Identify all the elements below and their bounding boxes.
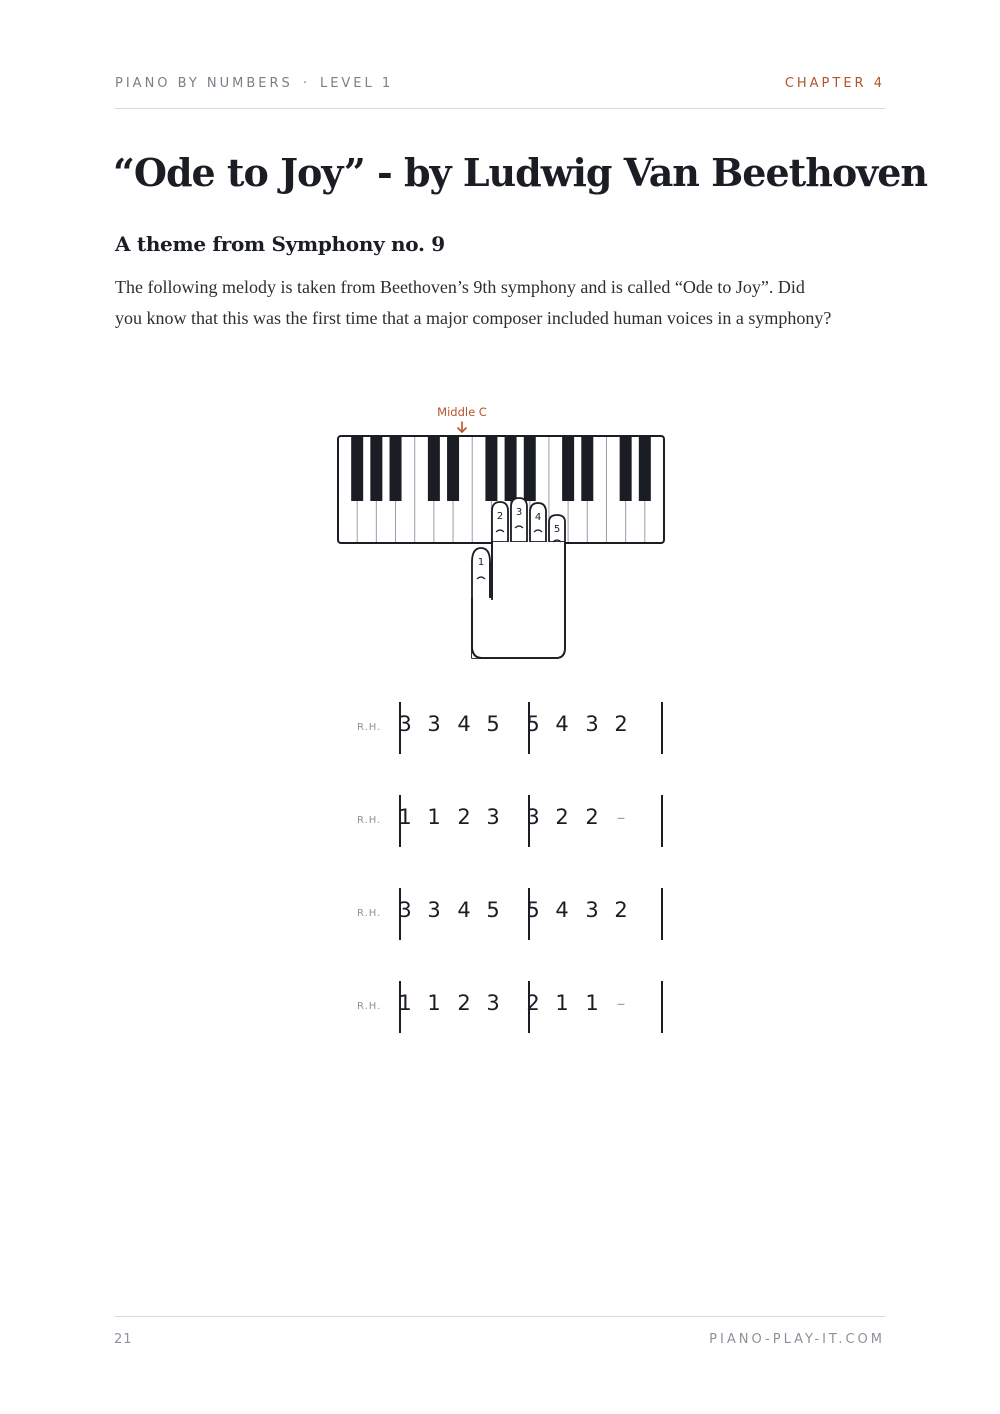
melody-notation — [340, 700, 680, 1045]
black-key — [428, 437, 440, 501]
finger-note: 4 — [555, 898, 569, 922]
finger-note: 3 — [427, 898, 441, 922]
header-separator: · — [302, 76, 310, 91]
black-key — [485, 437, 497, 501]
footer-divider — [115, 1316, 885, 1317]
finger-number-5: 5 — [553, 524, 561, 535]
finger-note: 1 — [585, 991, 599, 1015]
black-key — [505, 437, 517, 501]
hand-label: R.H. — [357, 1001, 382, 1012]
header-chapter: CHAPTER 4 — [784, 76, 885, 91]
finger-note: 2 — [585, 805, 599, 829]
finger-note: 2 — [457, 805, 471, 829]
melody-row — [340, 793, 680, 849]
rest-dash: – — [616, 808, 626, 828]
finger-note: 4 — [457, 712, 471, 736]
finger-note: 2 — [614, 712, 628, 736]
melody-row — [340, 700, 680, 756]
finger-number-2: 2 — [496, 511, 504, 522]
melody-row — [340, 886, 680, 942]
page-header — [115, 76, 885, 92]
bar-line — [661, 795, 663, 847]
hand-label: R.H. — [357, 908, 382, 919]
finger-note: 2 — [457, 991, 471, 1015]
finger-note: 2 — [614, 898, 628, 922]
bar-line — [661, 981, 663, 1033]
finger-note: 5 — [486, 712, 500, 736]
keyboard-hand-illustration — [320, 398, 680, 668]
finger-note: 3 — [398, 898, 412, 922]
page-subtitle: A theme from Symphony no. 9 — [115, 232, 445, 256]
finger-note: 3 — [427, 712, 441, 736]
finger-note: 3 — [398, 712, 412, 736]
finger-number-3: 3 — [515, 507, 523, 518]
finger-note: 2 — [526, 991, 540, 1015]
header-divider — [115, 108, 885, 109]
rest-dash: – — [616, 994, 626, 1014]
black-key — [351, 437, 363, 501]
finger-note: 3 — [486, 991, 500, 1015]
finger-note: 1 — [427, 805, 441, 829]
finger-note: 2 — [555, 805, 569, 829]
middle-c-label: Middle C — [437, 405, 487, 419]
bar-line — [661, 702, 663, 754]
finger-note: 1 — [398, 991, 412, 1015]
page-number: 21 — [114, 1332, 133, 1347]
black-key — [524, 437, 536, 501]
finger-note: 1 — [555, 991, 569, 1015]
finger-number-1: 1 — [477, 557, 485, 568]
intro-paragraph: The following melody is taken from Beethoven’s 9th symphony and is called “Ode to Joy”. Did you know that this was the first time that a major composer included human voices in a symphony? — [115, 277, 832, 328]
black-key — [581, 437, 593, 501]
header-series — [115, 76, 393, 91]
finger-note: 5 — [526, 898, 540, 922]
black-key — [370, 437, 382, 501]
finger-number-4: 4 — [534, 512, 542, 523]
finger-note: 1 — [398, 805, 412, 829]
page-title: “Ode to Joy” - by Ludwig Van Beethoven — [113, 150, 928, 195]
finger-note: 3 — [585, 898, 599, 922]
header-series-title: PIANO BY NUMBERS — [115, 76, 293, 91]
black-key — [390, 437, 402, 501]
header-level: LEVEL 1 — [319, 76, 394, 91]
melody-row — [340, 979, 680, 1035]
finger-note: 3 — [526, 805, 540, 829]
black-key — [447, 437, 459, 501]
finger-note: 3 — [486, 805, 500, 829]
black-key — [639, 437, 651, 501]
hand-position-figure — [320, 398, 680, 668]
black-key — [562, 437, 574, 501]
website-url: PIANO-PLAY-IT.COM — [709, 1332, 885, 1347]
bar-line — [661, 888, 663, 940]
black-key — [620, 437, 632, 501]
middle-c-arrow-icon — [458, 422, 466, 432]
finger-note: 4 — [457, 898, 471, 922]
hand-label: R.H. — [357, 722, 382, 733]
finger-note: 4 — [555, 712, 569, 736]
finger-note: 5 — [486, 898, 500, 922]
hand-label: R.H. — [357, 815, 382, 826]
finger-note: 5 — [526, 712, 540, 736]
finger-note: 1 — [427, 991, 441, 1015]
finger-note: 3 — [585, 712, 599, 736]
